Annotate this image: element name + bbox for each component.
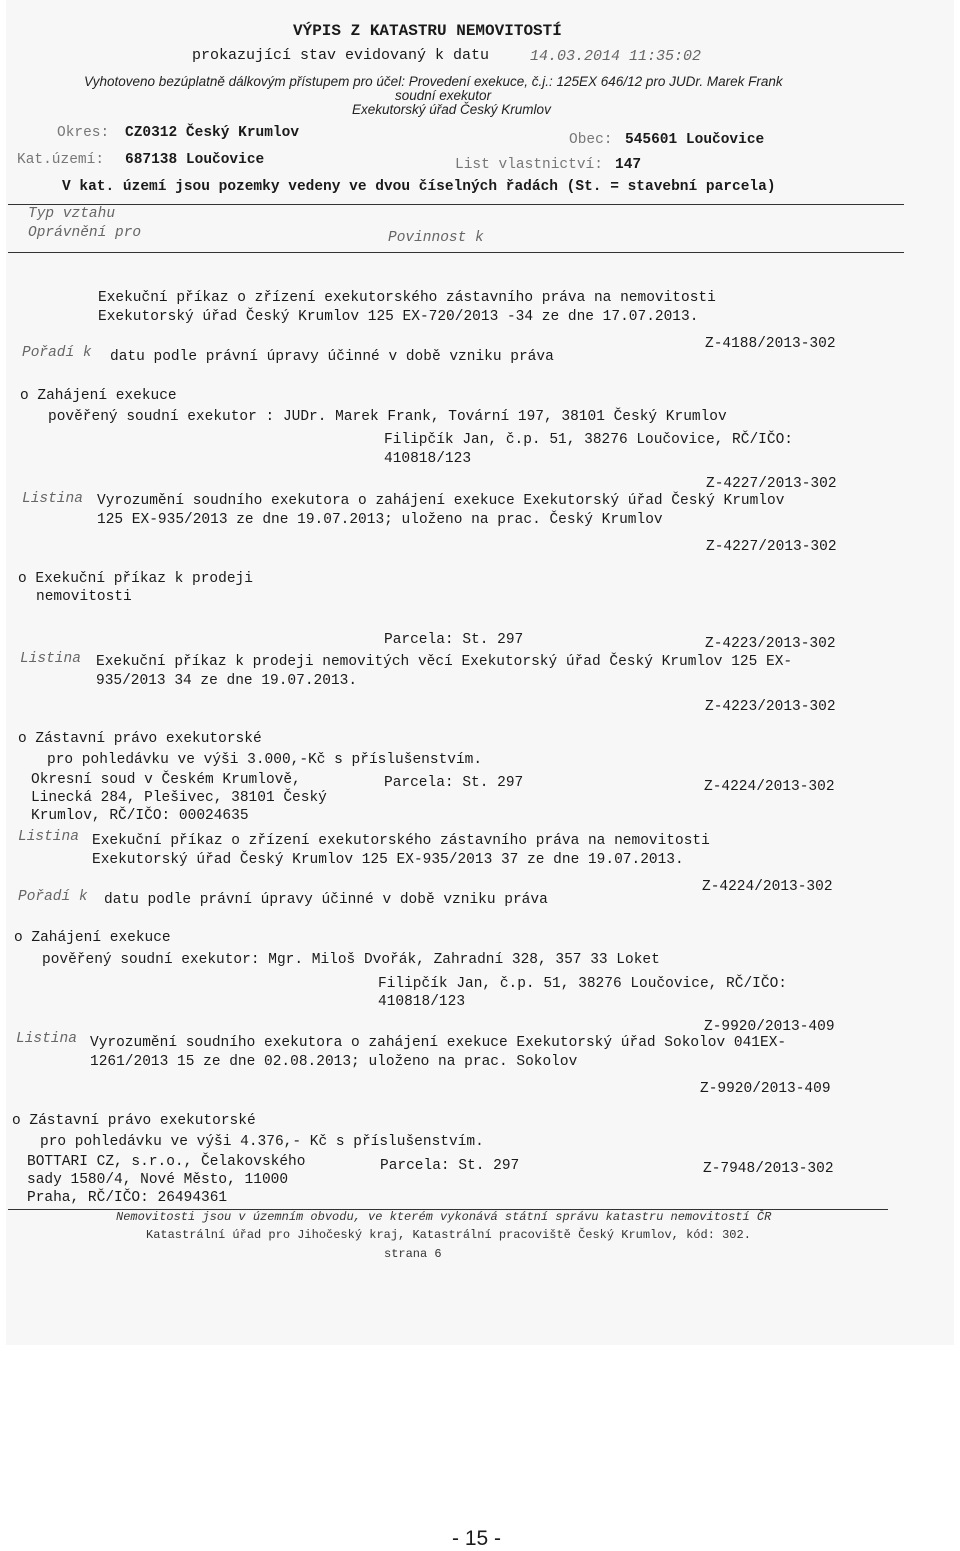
header-divider bbox=[8, 204, 904, 205]
listina3-line2: Exekutorský úřad Český Krumlov 125 EX-935/2013 37 ze dne 19.07.2013. bbox=[92, 852, 684, 868]
zahajeni1-executor: pověřený soudní exekutor : JUDr. Marek Frank, Tovární 197, 38101 Český Krumlov bbox=[48, 409, 727, 425]
zastavni1-amount: pro pohledávku ve výši 3.000,-Kč s příslušenstvím. bbox=[47, 752, 483, 768]
okres-value: CZ0312 Český Krumlov bbox=[125, 125, 300, 141]
obec-value: 545601 Loučovice bbox=[625, 132, 765, 148]
listina2-label: Listina bbox=[20, 651, 81, 667]
page-number: - 15 - bbox=[452, 1527, 502, 1550]
subtitle-prefix: prokazující stav evidovaný k datu bbox=[192, 47, 490, 64]
lv-value: 147 bbox=[615, 157, 642, 173]
zahajeni2-title: o Zahájení exekuce bbox=[14, 930, 171, 946]
columns-divider bbox=[8, 252, 904, 253]
numbering-note: V kat. území jsou pozemky vedeny ve dvou číselných řadách (St. = stavební parcela) bbox=[62, 179, 776, 195]
listina3-label: Listina bbox=[18, 829, 79, 845]
zahajeni1-ref2: Z-4227/2013-302 bbox=[706, 539, 837, 555]
document-title: VÝPIS Z KATASTRU NEMOVITOSTÍ bbox=[293, 22, 562, 40]
listina2-line2: 935/2013 34 ze dne 19.07.2013. bbox=[96, 673, 358, 689]
entry1-ref: Z-4188/2013-302 bbox=[705, 336, 836, 352]
zastavni2-creditor1: BOTTARI CZ, s.r.o., Čelakovského bbox=[27, 1154, 306, 1170]
katuzemi-value: 687138 Loučovice bbox=[125, 152, 265, 168]
prodej-title2: nemovitosti bbox=[36, 589, 132, 605]
listina4-line2: 1261/2013 15 ze dne 02.08.2013; uloženo na prac. Sokolov bbox=[90, 1054, 578, 1070]
zahajeni1-ref1: Z-4227/2013-302 bbox=[706, 476, 837, 492]
zastavni1-title: o Zástavní právo exekutorské bbox=[18, 731, 262, 747]
prodej-title1: o Exekuční příkaz k prodeji bbox=[18, 571, 253, 587]
remote-access-line: Vyhotoveno bezúplatně dálkovým přístupem pro účel: Provedení exekuce, č.j.: 125EX 646/12 pro JUDr. Marek Frank bbox=[84, 74, 783, 89]
zahajeni2-ref2: Z-9920/2013-409 bbox=[700, 1081, 831, 1097]
footer-page-label: strana 6 bbox=[384, 1247, 442, 1261]
zastavni1-creditor3: Krumlov, RČ/IČO: 00024635 bbox=[31, 808, 249, 824]
zastavni2-creditor3: Praha, RČ/IČO: 26494361 bbox=[27, 1190, 228, 1206]
listina1-label: Listina bbox=[22, 491, 83, 507]
zahajeni2-executor: pověřený soudní exekutor: Mgr. Miloš Dvořák, Zahradní 328, 357 33 Loket bbox=[42, 952, 660, 968]
poradi1-label: Pořadí k bbox=[22, 345, 92, 361]
zahajeni1-title: o Zahájení exekuce bbox=[20, 388, 177, 404]
prodej-ref2: Z-4223/2013-302 bbox=[705, 699, 836, 715]
zastavni2-title: o Zástavní právo exekutorské bbox=[12, 1113, 256, 1129]
okres-label: Okres: bbox=[57, 125, 110, 141]
zahajeni1-rc: 410818/123 bbox=[384, 451, 472, 467]
listina1-line2: 125 EX-935/2013 ze dne 19.07.2013; uloženo na prac. Český Krumlov bbox=[97, 512, 663, 528]
column-povinnost-k: Povinnost k bbox=[388, 230, 484, 246]
listina4-line1: Vyrozumění soudního exekutora o zahájení exekuce Exekutorský úřad Sokolov 041EX- bbox=[90, 1035, 787, 1051]
zastavni2-ref: Z-7948/2013-302 bbox=[703, 1161, 834, 1177]
entry1-line2: Exekutorský úřad Český Krumlov 125 EX-720/2013 -34 ze dne 17.07.2013. bbox=[98, 309, 699, 325]
footer-line2: Katastrální úřad pro Jihočeský kraj, Katastrální pracoviště Český Krumlov, kód: 302. bbox=[146, 1228, 751, 1242]
listina1-line1: Vyrozumění soudního exekutora o zahájení exekuce Exekutorský úřad Český Krumlov bbox=[97, 493, 785, 509]
zastavni1-ref: Z-4224/2013-302 bbox=[704, 779, 835, 795]
poradi2-label: Pořadí k bbox=[18, 889, 88, 905]
poradi1-text: datu podle právní úpravy účinné v době vzniku práva bbox=[110, 349, 554, 365]
zahajeni1-person: Filipčík Jan, č.p. 51, 38276 Loučovice, RČ/IČO: bbox=[384, 432, 793, 448]
zastavni2-amount: pro pohledávku ve výši 4.376,- Kč s příslušenstvím. bbox=[40, 1134, 484, 1150]
listina2-line1: Exekuční příkaz k prodeji nemovitých věcí Exekutorský úřad Český Krumlov 125 EX- bbox=[96, 654, 793, 670]
remote-access-line3: Exekutorský úřad Český Krumlov bbox=[352, 102, 551, 117]
column-opravneni-pro: Oprávnění pro bbox=[28, 225, 142, 241]
zastavni1-creditor1: Okresní soud v Českém Krumlově, bbox=[31, 772, 301, 788]
entry1-line1: Exekuční příkaz o zřízení exekutorského zástavního práva na nemovitosti bbox=[98, 290, 716, 306]
subtitle-date: 14.03.2014 11:35:02 bbox=[530, 48, 702, 65]
zastavni1-ref2: Z-4224/2013-302 bbox=[702, 879, 833, 895]
footer-line1: Nemovitosti jsou v územním obvodu, ve kterém vykonává státní správu katastru nemovitostí ČR bbox=[116, 1210, 772, 1224]
remote-access-line2: soudní exekutor bbox=[395, 88, 492, 103]
poradi2-text: datu podle právní úpravy účinné v době vzniku práva bbox=[104, 892, 548, 908]
zastavni1-parcela: Parcela: St. 297 bbox=[384, 775, 524, 791]
zahajeni2-ref1: Z-9920/2013-409 bbox=[704, 1019, 835, 1035]
zastavni1-creditor2: Linecká 284, Plešivec, 38101 Český bbox=[31, 790, 327, 806]
zahajeni2-person: Filipčík Jan, č.p. 51, 38276 Loučovice, RČ/IČO: bbox=[378, 976, 787, 992]
zahajeni2-rc: 410818/123 bbox=[378, 994, 466, 1010]
zastavni2-creditor2: sady 1580/4, Nové Město, 11000 bbox=[27, 1172, 289, 1188]
zastavni2-parcela: Parcela: St. 297 bbox=[380, 1158, 520, 1174]
lv-label: List vlastnictví: bbox=[455, 157, 603, 173]
listina4-label: Listina bbox=[16, 1031, 77, 1047]
column-typ-vztahu: Typ vztahu bbox=[28, 206, 116, 222]
katuzemi-label: Kat.území: bbox=[17, 152, 105, 168]
prodej-parcela: Parcela: St. 297 bbox=[384, 632, 524, 648]
prodej-ref1: Z-4223/2013-302 bbox=[705, 636, 836, 652]
obec-label: Obec: bbox=[569, 132, 613, 148]
listina3-line1: Exekuční příkaz o zřízení exekutorského zástavního práva na nemovitosti bbox=[92, 833, 710, 849]
